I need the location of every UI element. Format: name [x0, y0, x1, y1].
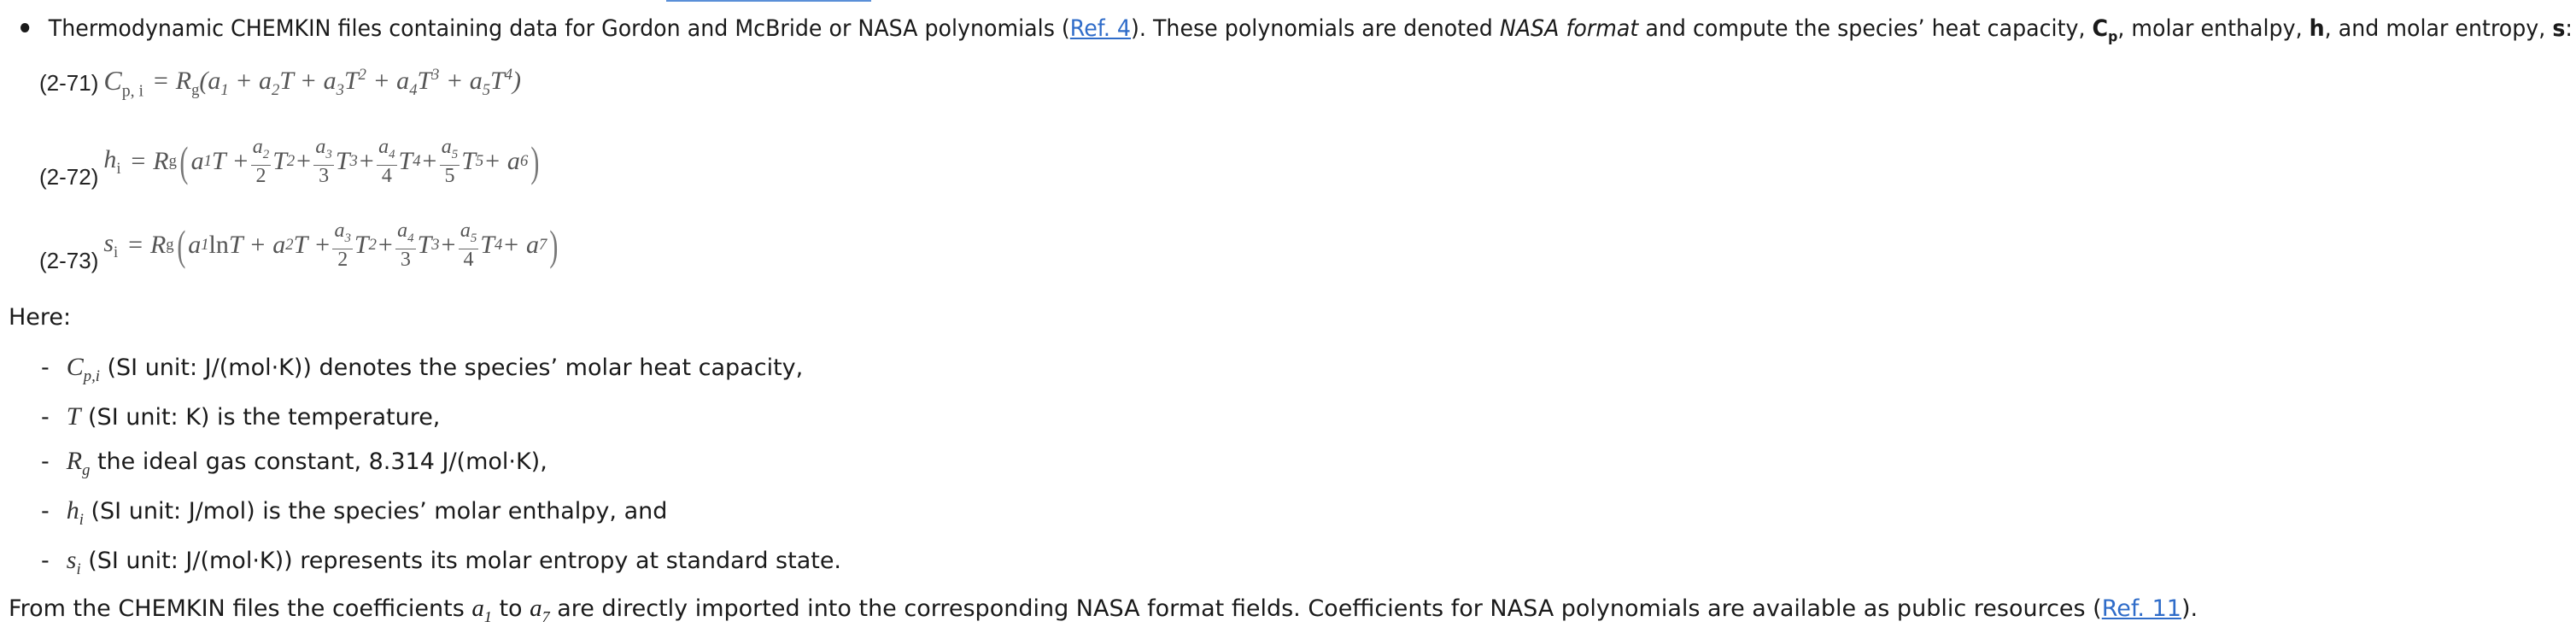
s-symbol: s	[2552, 15, 2566, 42]
equation-rhs: = R g ( a 1 ln T + a 2 T + $\frac{a_3}{2}$ T 2 + $\frac{a_4}{3}$ T 3 + $\frac{a_5}{4}$ T 4 + a 7 )	[126, 220, 559, 271]
definition-symbol: T	[66, 402, 81, 431]
intro-text-4: , molar enthalpy,	[2117, 15, 2310, 42]
definition-text: (SI unit: J/(mol·K)) represents its molar entropy at standard state.	[80, 548, 842, 574]
equation-lhs: $h_i$	[103, 144, 121, 178]
equation-rhs: = R g ( a 1 T + $\frac{a_2}{2}$ T 2 + $\frac{a_3}{3}$ T 3 + $\frac{a_4}{4}$ T 4 + $\frac{a_5}{5}$ T 5 + a 6 )	[129, 136, 540, 187]
intro-text-5: , and molar entropy,	[2324, 15, 2553, 42]
intro-text-1: Thermodynamic CHEMKIN files containing data for Gordon and McBride or NASA polynomials (	[48, 15, 1070, 42]
definition-text: (SI unit: J/(mol·K)) denotes the species’ molar heat capacity,	[99, 355, 804, 381]
closing-paragraph	[9, 591, 2198, 634]
equation-rhs: = $R_g(a_1 + a_2T + a_3T^2 + a_4T^3 + a_5T^4)$	[152, 66, 521, 100]
equation-2-73	[39, 220, 561, 273]
definition-item: - $C_{p,i}$ (SI unit: J/(mol·K)) denotes the species’ molar heat capacity,	[41, 353, 804, 385]
definition-text: (SI unit: J/mol) is the species’ molar enthalpy, and	[83, 498, 668, 525]
equation-2-72	[39, 136, 542, 190]
definition-symbol: $h_i$	[66, 496, 84, 529]
definition-item: - $h_i$ (SI unit: J/mol) is the species’ molar enthalpy, and	[41, 496, 668, 529]
closing-text-1: From the CHEMKIN files the coefficients	[9, 595, 472, 622]
here-label: Here:	[9, 304, 72, 331]
definition-symbol: $R_g$	[66, 447, 91, 479]
definition-symbol: $s_i$	[66, 546, 81, 578]
definition-item: - T (SI unit: K) is the temperature,	[41, 402, 441, 431]
intro-text-6: :	[2565, 15, 2573, 42]
intro-bullet	[20, 12, 2573, 53]
definition-item: - $R_g$ the ideal gas constant, 8.314 J/(mol·K),	[41, 447, 547, 479]
equation-number: (2-71)	[39, 69, 99, 96]
ref-11-link[interactable]: Ref. 11	[2101, 595, 2181, 622]
equation-lhs: $s_i$	[103, 228, 119, 261]
closing-text-3: are directly imported into the corresponding NASA format fields. Coefficients for NASA polynomials are available as public resources (	[549, 595, 2102, 622]
closing-text-2: to	[491, 595, 530, 622]
closing-text-4: ).	[2181, 595, 2198, 622]
equation-number: (2-73)	[39, 247, 99, 273]
h-symbol: h	[2309, 15, 2325, 42]
bullet-icon	[20, 23, 29, 32]
cp-symbol: $C_p$	[2092, 15, 2118, 45]
intro-text-2: ). These polynomials are denoted	[1131, 15, 1500, 42]
a1-symbol: $a_1$	[471, 595, 492, 625]
equation-lhs: $C_{p, i}$	[103, 65, 144, 101]
definition-item: - $s_i$ (SI unit: J/(mol·K)) represents its molar entropy at standard state.	[41, 546, 842, 578]
definition-symbol: $C_{p,i}$	[66, 353, 100, 385]
equation-2-71	[39, 65, 521, 101]
equation-number: (2-72)	[39, 163, 99, 190]
definition-text: (SI unit: K) is the temperature,	[80, 404, 441, 431]
ref-4-link[interactable]: Ref. 4	[1069, 15, 1132, 42]
definition-text: the ideal gas constant, 8.314 J/(mol·K),	[90, 448, 547, 475]
intro-text-3: and compute the species’ heat capacity,	[1638, 15, 2093, 42]
intro-emphasis: NASA format	[1499, 15, 1639, 42]
a7-symbol: $a_7$	[530, 595, 550, 625]
cropped-link-underline	[666, 0, 871, 2]
